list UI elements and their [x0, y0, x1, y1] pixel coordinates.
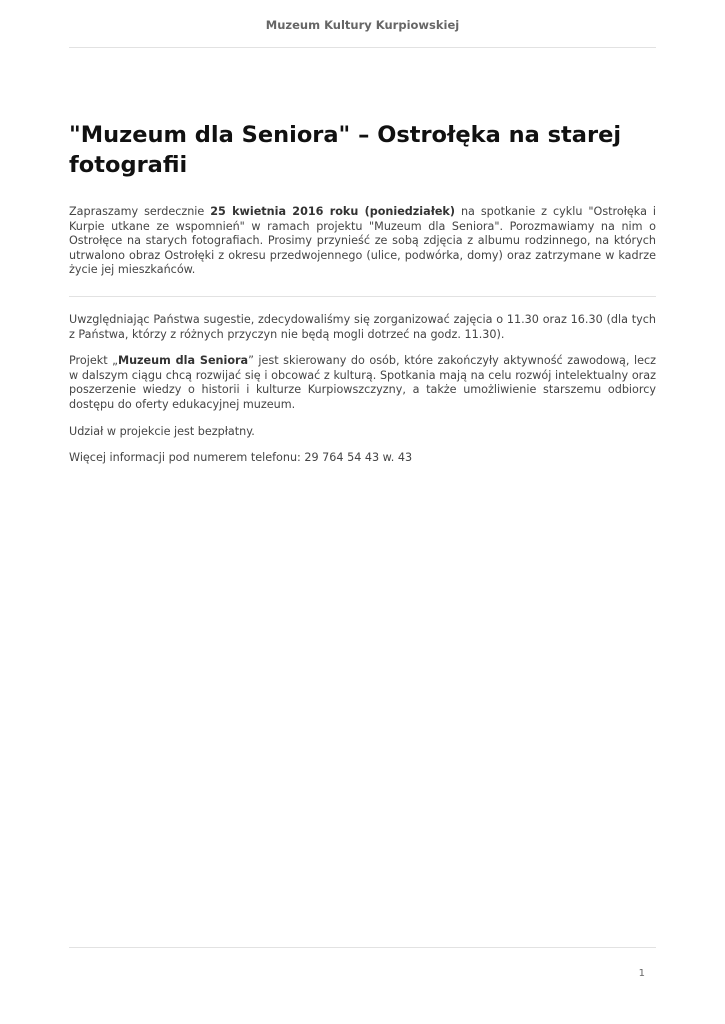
article-body	[69, 313, 656, 478]
page-number: 1	[638, 968, 645, 979]
content-divider	[69, 296, 656, 297]
schedule-paragraph: Uwzględniając Państwa sugestie, zdecydowaliśmy się zorganizować zajęcia o 11.30 oraz 16.30 (dla tych z Państwa, którzy z różnych przyczyn nie będą mogli dotrzeć na godz. 11.30).	[69, 313, 656, 341]
project-name: Muzeum dla Seniora	[117, 354, 249, 368]
site-header: Muzeum Kultury Kurpiowskiej	[265, 18, 460, 32]
intro-text-start: Zapraszamy serdecznie	[69, 205, 211, 218]
project-text-end: ” jest skierowany do osób, które zakończyły aktywność zawodową, lecz w dalszym ciągu chcą rozwijać się i obcować z kulturą. Spotkania mają na celu rozwój intelektualny oraz poszerzenie wiedzy o historii i kulturze Kurpiowszczyzny, a także umożliwienie starszemu odbiorcy dostępu do oferty edukacyjnej muzeum.	[69, 354, 656, 411]
article-title: "Muzeum dla Seniora" – Ostrołęka na starej fotografii	[69, 122, 622, 178]
project-text-start: Projekt „	[69, 354, 118, 368]
footer-divider	[69, 947, 656, 948]
intro-text-end: na spotkanie z cyklu "Ostrołęka i Kurpie utkane ze wspomnień" w ramach projektu "Muzeum dla Seniora". Porozmawiamy na nim o Ostrołęce na starych fotografiach. Prosimy przynieść ze sobą zdjęcia z albumu rodzinnego, na których utrwalono obraz Ostrołęki z okresu przedwojennego (ulice, podwórka, domy) oraz zatrzymane w kadrze życie jej mieszkańców.	[69, 205, 656, 277]
participation-paragraph: Udział w projekcie jest bezpłatny.	[69, 424, 255, 438]
intro-paragraph	[69, 205, 656, 278]
event-date: 25 kwietnia 2016 roku (poniedziałek)	[210, 205, 455, 218]
header-divider	[69, 47, 656, 48]
project-paragraph	[69, 354, 656, 412]
contact-paragraph: Więcej informacji pod numerem telefonu: 29 764 54 43 w. 43	[69, 451, 413, 465]
